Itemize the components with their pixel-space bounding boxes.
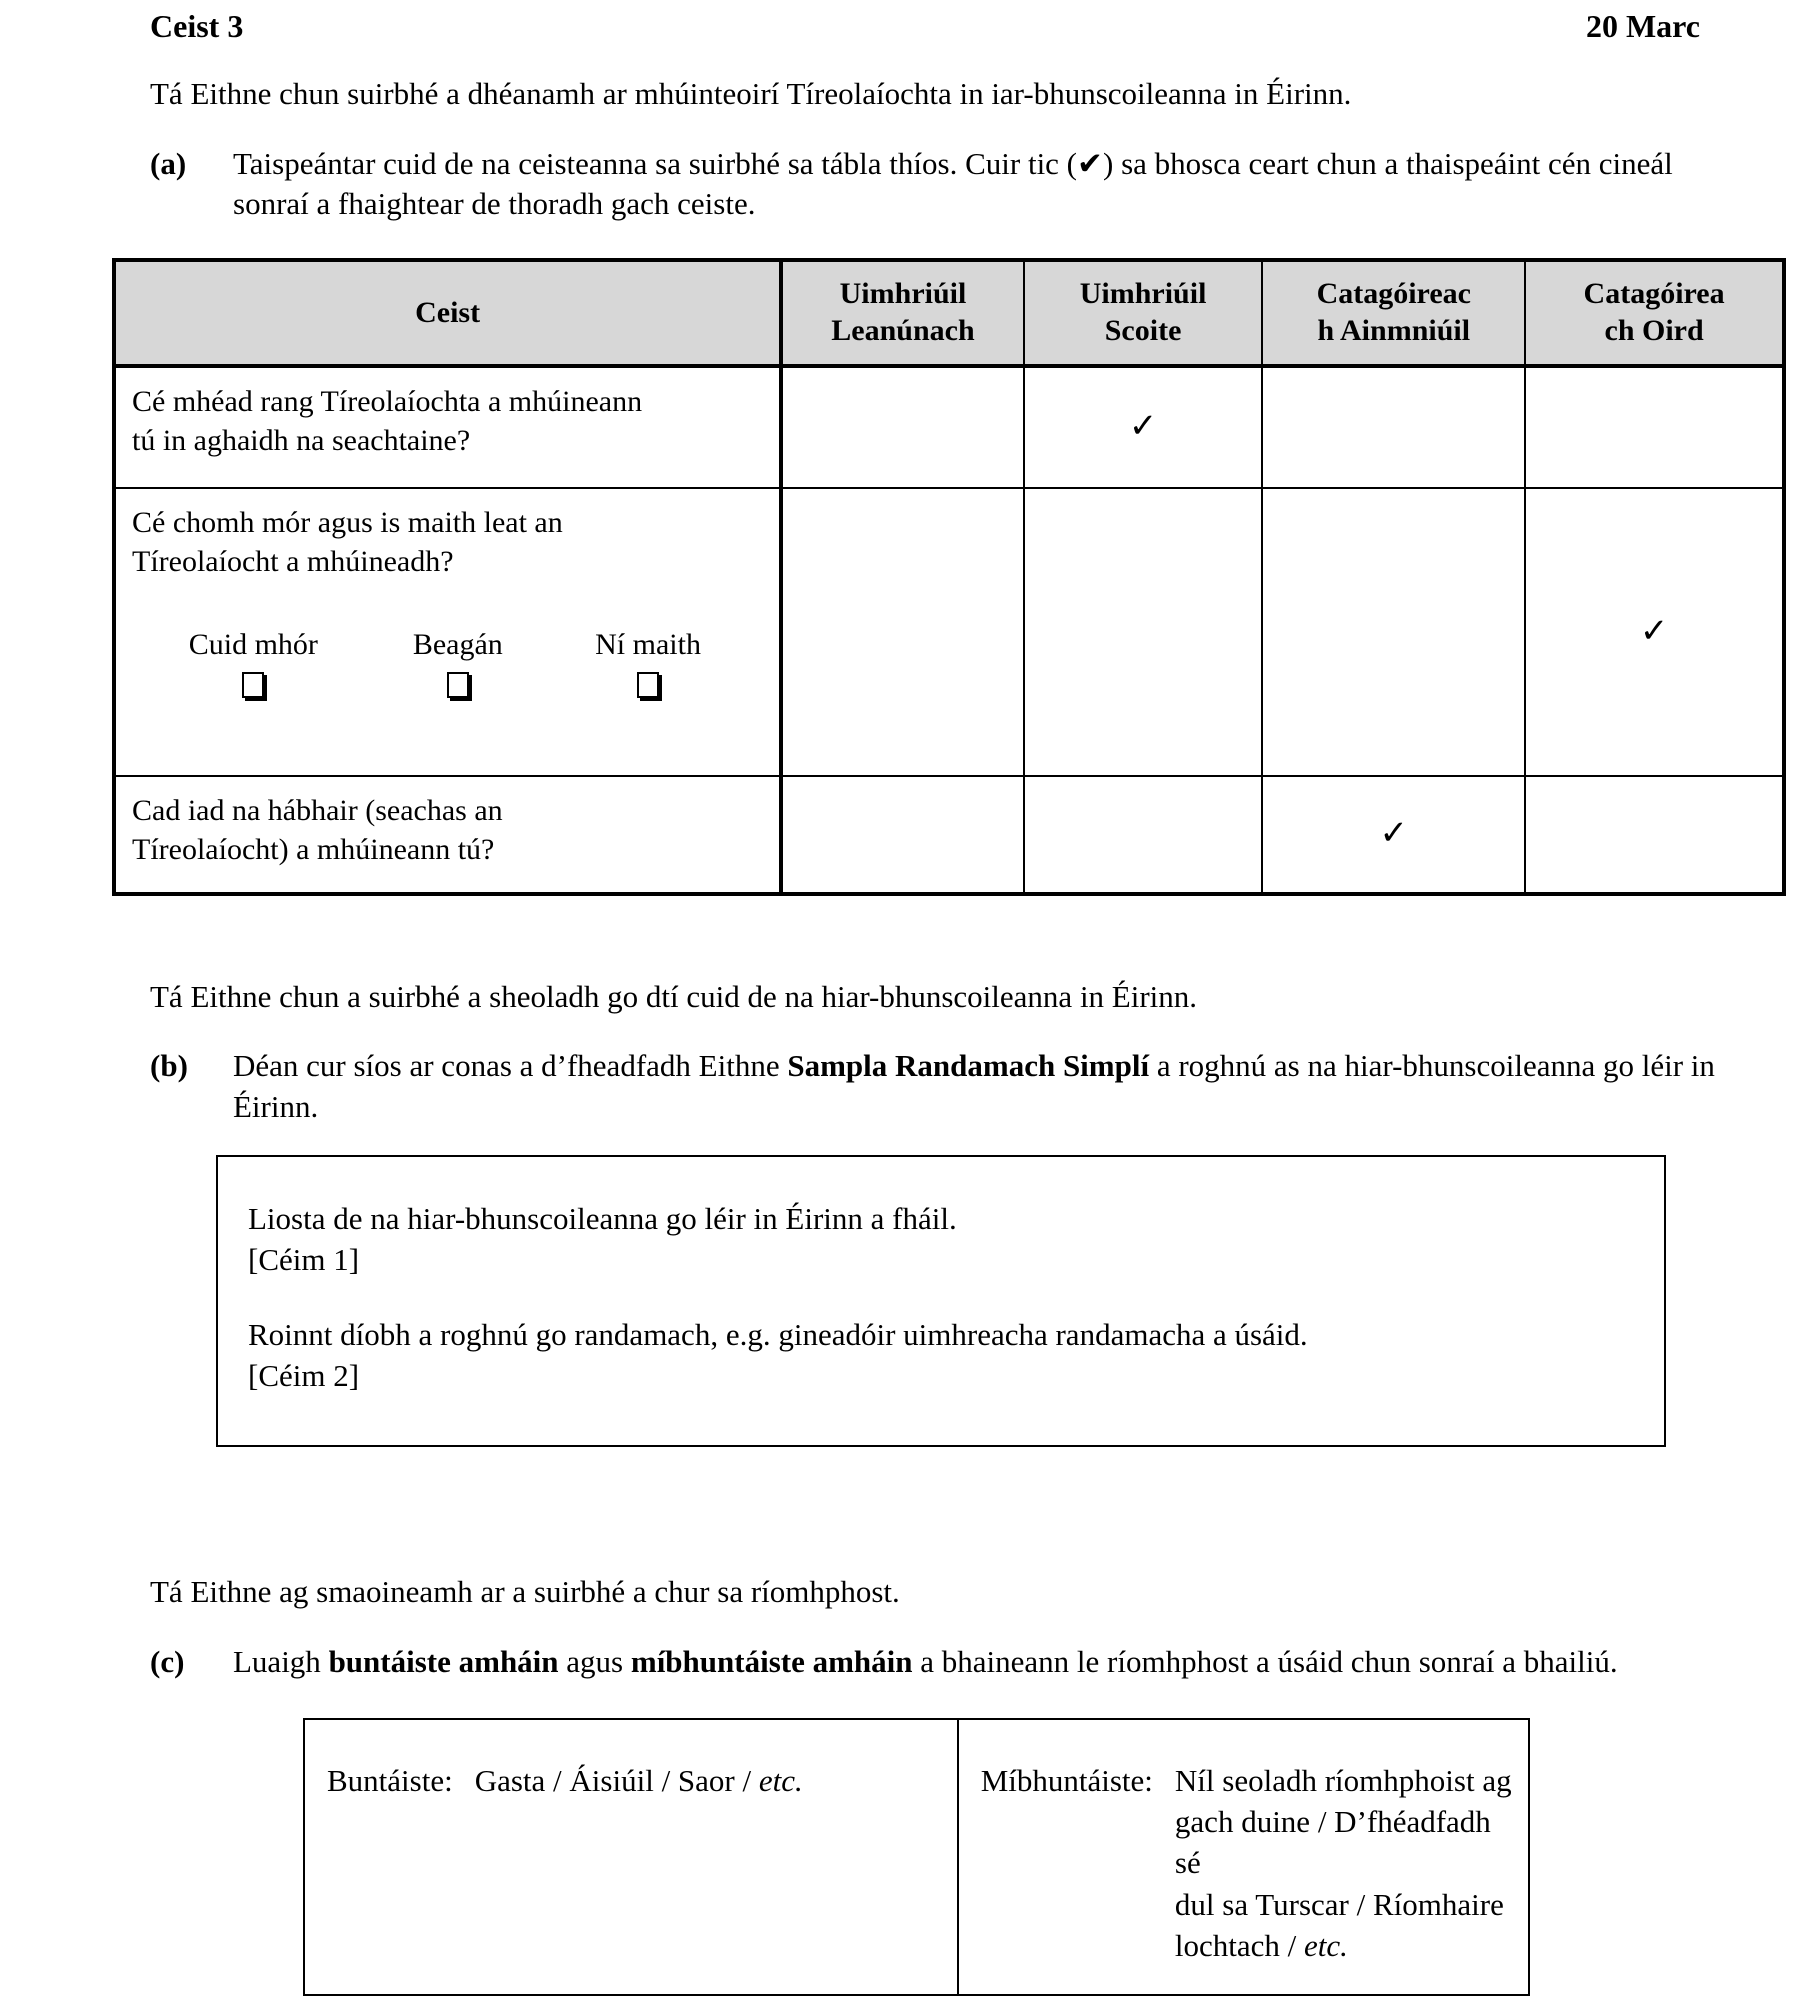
part-b-label: (b)	[150, 1048, 188, 1084]
advantage-value-etc: etc.	[758, 1762, 803, 1798]
survey-table	[112, 258, 1786, 895]
part-b-text-2: a roghnú as na hiar-bhunscoileanna go léir in Éirinn.	[233, 1048, 1715, 1124]
option-beagan	[387, 625, 529, 704]
tick-cell-r3c3[interactable]	[1262, 776, 1525, 894]
col-header-line1: Uimhriúil	[1079, 277, 1207, 311]
option-ni-maith	[577, 625, 719, 704]
part-a-label: (a)	[150, 145, 187, 181]
intro-paragraph-b: Tá Eithne chun a suirbhé a sheoladh go dtí cuid de na hiar-bhunscoileanna in Éirinn.	[150, 978, 1198, 1014]
answer-b-line-1: Liosta de na hiar-bhunscoileanna go léir in Éirinn a fháil.	[248, 1200, 957, 1236]
advantage-label: Buntáiste:	[327, 1762, 453, 1798]
question-line: Tíreolaíocht a mhúineadh?	[132, 544, 454, 578]
part-b-text	[233, 1046, 1730, 1127]
table-row	[114, 366, 1784, 488]
part-c-bold-term-1: buntáiste amháin	[328, 1643, 559, 1679]
advantage-value-text: Gasta / Áisiúil / Saor /	[474, 1762, 759, 1798]
part-c-text-2: agus	[558, 1643, 631, 1679]
part-a-text	[233, 144, 1730, 225]
col-header-line2: Scoite	[1104, 313, 1182, 347]
part-c-text	[233, 1642, 1730, 1682]
answer-b-line-3: Roinnt díobh a roghnú go randamach, e.g. gineadóir uimhreacha randamacha a úsáid.	[248, 1316, 1308, 1352]
disadvantage-line-2: gach duine / D’fhéadfadh sé	[1174, 1804, 1491, 1881]
checkbox-square-icon	[447, 672, 469, 698]
marks-allocation: 20 Marc	[1585, 8, 1700, 44]
question-cell-2	[114, 488, 781, 776]
part-c-text-1: Luaigh	[233, 1643, 329, 1679]
col-header-line1: Catagóirea	[1583, 277, 1725, 311]
blank-line	[248, 1281, 1664, 1315]
advantage-value	[475, 1760, 803, 1966]
part-a-text-2: ) sa bhosca ceart chun a thaispeáint cén cineál sonraí a fhaightear de thoradh gach ceiste.	[233, 145, 1673, 222]
tick-cell-r2c3[interactable]	[1262, 488, 1525, 776]
tick-cell-r1c3[interactable]	[1262, 366, 1525, 488]
question-line: Cé mhéad rang Tíreolaíochta a mhúineann	[132, 384, 643, 418]
part-c-label: (c)	[150, 1643, 185, 1679]
tick-cell-r1c2[interactable]	[1024, 366, 1263, 488]
question-cell-1	[114, 366, 781, 488]
disadvantage-line-4: lochtach /	[1174, 1927, 1305, 1963]
check-mark-icon: ✓	[1639, 612, 1669, 650]
question-line: Tíreolaíocht) a mhúineann tú?	[132, 832, 495, 866]
check-mark-icon: ✓	[1128, 408, 1158, 446]
disadvantage-cell[interactable]	[957, 1720, 1528, 1994]
table-row	[114, 776, 1784, 894]
intro-paragraph-c: Tá Eithne ag smaoineamh ar a suirbhé a chur sa ríomhphost.	[150, 1573, 900, 1609]
answer-box-c[interactable]	[303, 1718, 1530, 1996]
part-a-text-1: Taispeántar cuid de na ceisteanna sa suirbhé sa tábla thíos. Cuir tic (	[233, 145, 1078, 181]
tick-cell-r3c1[interactable]	[781, 776, 1024, 894]
option-label: Ní maith	[595, 627, 701, 661]
question-cell-3	[114, 776, 781, 894]
survey-table-wrapper	[88, 258, 1730, 895]
disadvantage-line-3: dul sa Turscar / Ríomhaire	[1174, 1886, 1504, 1922]
part-b	[88, 1046, 1730, 1127]
tick-cell-r1c1[interactable]	[781, 366, 1024, 488]
check-mark-icon: ✓	[1379, 815, 1409, 853]
check-mark-icon: ✔	[1077, 145, 1103, 181]
tick-cell-r2c1[interactable]	[781, 488, 1024, 776]
col-header-line1: Catagóireac	[1316, 277, 1471, 311]
part-b-text-1: Déan cur síos ar conas a d’fheadfadh Eithne	[233, 1048, 788, 1084]
col-header-uimhriuil-leanunach	[781, 260, 1024, 365]
option-label: Beagán	[412, 627, 503, 661]
col-header-line2: ch Oird	[1604, 313, 1704, 347]
answer-b-line-2: [Céim 1]	[248, 1241, 360, 1277]
col-header-catagoireach-ainmniuil	[1262, 260, 1525, 365]
tick-cell-r1c4[interactable]	[1525, 366, 1784, 488]
spacer	[88, 1447, 1730, 1537]
tick-cell-r2c2[interactable]	[1024, 488, 1263, 776]
part-c-bold-term-2: míbhuntáiste amháin	[630, 1643, 913, 1679]
question-line: tú in aghaidh na seachtaine?	[132, 423, 471, 457]
col-header-line2: Leanúnach	[831, 313, 975, 347]
tick-cell-r3c4[interactable]	[1525, 776, 1784, 894]
col-header-line2: h Ainmniúil	[1317, 313, 1471, 347]
tick-cell-r2c4[interactable]	[1525, 488, 1784, 776]
spacer	[88, 896, 1730, 936]
col-header-ceist-line1: Ceist	[415, 295, 481, 329]
part-a	[88, 144, 1730, 225]
checkbox-square-icon	[637, 672, 659, 698]
col-header-catagoireach-oird	[1525, 260, 1784, 365]
answer-box-b[interactable]	[216, 1155, 1666, 1447]
question-line: Cé chomh mór agus is maith leat an	[132, 505, 563, 539]
disadvantage-label: Míbhuntáiste:	[980, 1762, 1153, 1798]
checkbox-beagan[interactable]	[387, 672, 529, 704]
disadvantage-value	[1175, 1760, 1512, 1966]
question-header	[88, 0, 1730, 45]
col-header-line1: Uimhriúil	[839, 277, 967, 311]
table-header-row	[114, 260, 1784, 365]
option-cuid-mhor	[168, 625, 339, 704]
col-header-uimhriuil-scoite	[1024, 260, 1263, 365]
checkbox-square-icon	[242, 672, 264, 698]
checkbox-ni-maith[interactable]	[577, 672, 719, 704]
answer-b-line-4: [Céim 2]	[248, 1357, 360, 1393]
option-row	[132, 625, 767, 704]
part-b-bold-term: Sampla Randamach Simplí	[787, 1048, 1150, 1084]
question-number: Ceist 3	[150, 8, 244, 44]
intro-paragraph-a: Tá Eithne chun suirbhé a dhéanamh ar mhúinteoirí Tíreolaíochta in iar-bhunscoileanna in Éirinn.	[150, 76, 1352, 111]
part-c-text-3: a bhaineann le ríomhphost a úsáid chun sonraí a bhailiú.	[912, 1643, 1618, 1679]
tick-cell-r3c2[interactable]	[1024, 776, 1263, 894]
disadvantage-line-1: Níl seoladh ríomhphoist ag	[1174, 1762, 1512, 1798]
question-line: Cad iad na hábhair (seachas an	[132, 793, 503, 827]
option-label: Cuid mhór	[188, 627, 318, 661]
table-row	[114, 488, 1784, 776]
disadvantage-value-etc: etc.	[1304, 1927, 1348, 1963]
checkbox-cuid-mhor[interactable]	[168, 672, 339, 704]
col-header-ceist	[114, 260, 781, 365]
part-c	[88, 1642, 1730, 1682]
advantage-cell[interactable]	[305, 1720, 957, 1994]
